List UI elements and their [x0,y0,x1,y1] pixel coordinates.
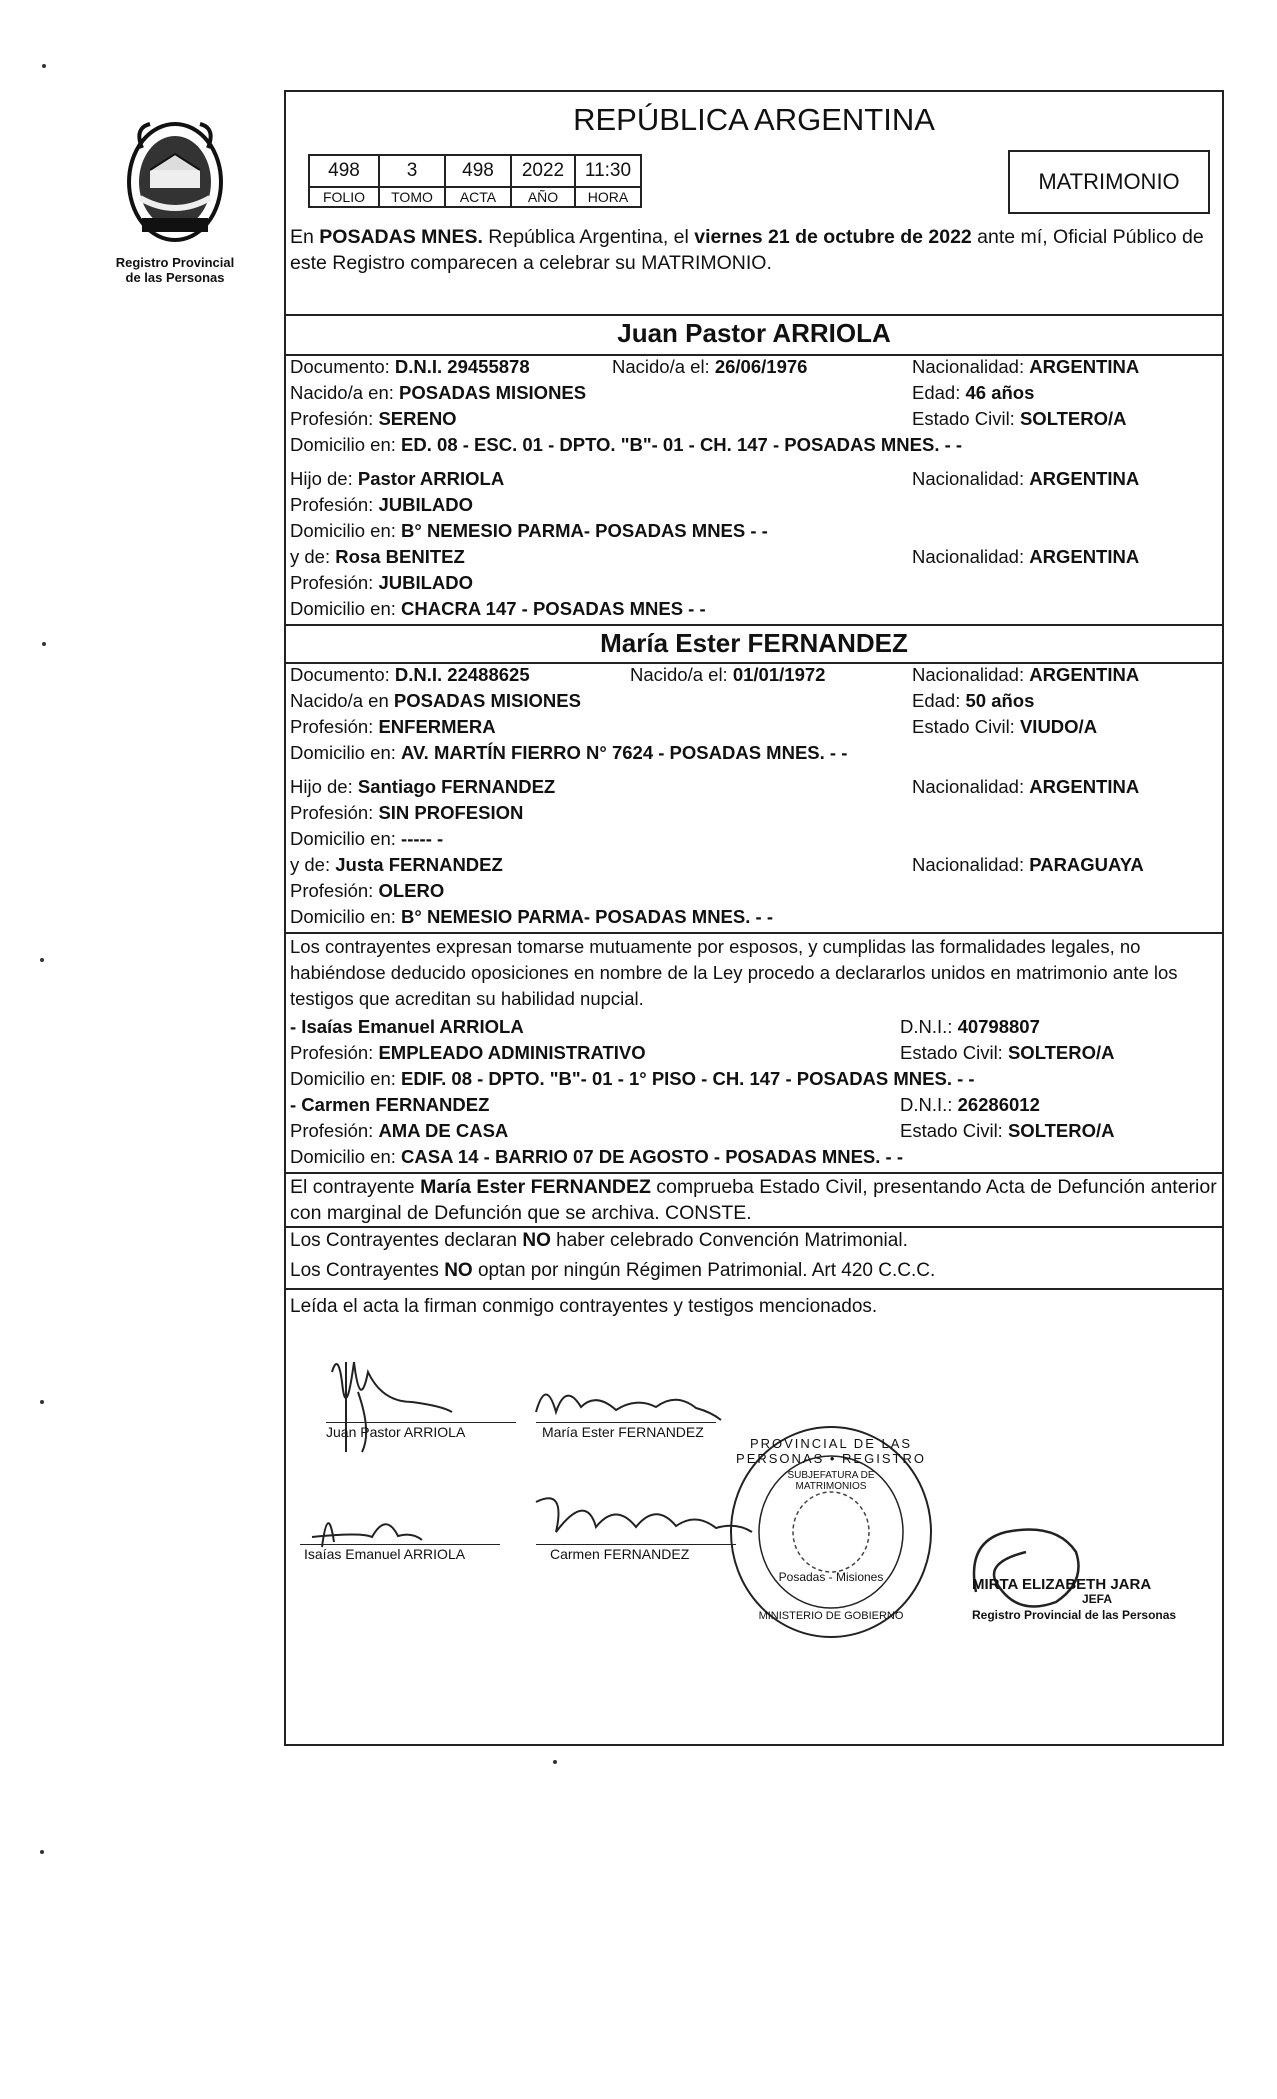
party2-mother-nat: PARAGUAYA [1029,854,1144,875]
party1-father-nat: ARGENTINA [1029,468,1140,489]
country-title: REPÚBLICA ARGENTINA [573,102,935,137]
party2-father: Santiago FERNANDEZ [357,776,556,797]
party2-name: María Ester FERNANDEZ [600,628,908,658]
party1-birthplace: POSADAS MISIONES [399,382,587,403]
party2-row-father-prof: Profesión: SIN PROFESION [290,802,524,823]
witness2-dni: 26286012 [957,1094,1040,1115]
closing-text: Leída el acta la firman conmigo contrayentes y testigos mencionados. [290,1296,878,1317]
intro-date: viernes 21 de octubre de 2022 [694,226,972,248]
party1-prof: SERENO [378,408,457,429]
party1-row-father: Hijo de: Pastor ARRIOLA Nacionalidad: ARGENTINA [290,468,1140,489]
party1-nat: ARGENTINA [1029,356,1140,377]
stamp-inner-text: SUBJEFATURA DE MATRIMONIOS [787,1470,875,1492]
party2-row-father-addr: Domicilio en: ----- - [290,828,444,849]
party1-row-birthplace: Nacido/a en: POSADAS MISIONES Edad: 46 años [290,382,1035,403]
scan-speck [42,642,46,646]
witness1-row-prof: Profesión: EMPLEADO ADMINISTRATIVO Estado Civil: SOLTERO/A [290,1042,1115,1063]
witness1-row-name: - Isaías Emanuel ARRIOLA D.N.I.: 40798807 [290,1016,1040,1037]
witness2-row-addr: Domicilio en: CASA 14 - BARRIO 07 DE AGOSTO - POSADAS MNES. - - [290,1146,904,1167]
registry-logo [110,118,240,285]
note-text: El contrayente [290,1176,421,1198]
party2-addr: AV. MARTÍN FIERRO N° 7624 - POSADAS MNES. - - [401,742,848,763]
party2-mother: Justa FERNANDEZ [335,854,503,875]
party2-mother-addr: B° NEMESIO PARMA- POSADAS MNES. - - [401,906,773,927]
witness1-addr: EDIF. 08 - DPTO. "B"- 01 - 1° PISO - CH. 147 - POSADAS MNES. - - [401,1068,975,1089]
certificate-frame [284,90,1224,1746]
note-name: María Ester FERNANDEZ [420,1176,651,1198]
convention-line1: Los Contrayentes declaran NO haber celebrado Convención Matrimonial. [290,1230,908,1251]
witness1-civil: SOLTERO/A [1007,1042,1115,1063]
party1-row-prof: Profesión: SERENO Estado Civil: SOLTERO/A [290,408,1127,429]
party1-name: Juan Pastor ARRIOLA [617,318,891,348]
registrar-name: MIRTA ELIZABETH JARA [972,1576,1152,1593]
convention-no: NO [522,1230,551,1251]
acta-label: ACTA [445,187,511,207]
regime-no: NO [444,1260,473,1281]
party2-row-mother: y de: Justa FERNANDEZ Nacionalidad: PARAGUAYA [290,854,1144,875]
party1-row-doc: Documento: D.N.I. 29455878 Nacido/a el: 26/06/1976 Nacionalidad: ARGENTINA [290,356,1140,377]
tomo-label: TOMO [379,187,445,207]
tomo-value: 3 [379,155,445,187]
party2-row-birthplace: Nacido/a en POSADAS MISIONES Edad: 50 años [290,690,1035,711]
party1-addr: ED. 08 - ESC. 01 - DPTO. "B"- 01 - CH. 147 - POSADAS MNES. - - [401,434,963,455]
party1-row-mother: y de: Rosa BENITEZ Nacionalidad: ARGENTINA [290,546,1140,567]
signature-maria [526,1372,726,1432]
intro-place: POSADAS MNES. [319,226,483,248]
logo-caption-line1: Registro Provincial [115,255,235,270]
signature-caption-isaias: Isaías Emanuel ARRIOLA [304,1546,466,1562]
signature-line [300,1544,500,1545]
party2-father-nat: ARGENTINA [1029,776,1140,797]
party2-mother-prof: OLERO [378,880,445,901]
witness1-dni: 40798807 [957,1016,1040,1037]
party2-age: 50 años [965,690,1035,711]
witness2-addr: CASA 14 - BARRIO 07 DE AGOSTO - POSADAS MNES. - - [401,1146,904,1167]
hour-label: HORA [575,187,641,207]
party1-father-prof: JUBILADO [378,494,473,515]
acta-value: 498 [445,155,511,187]
registrar-signature [956,1512,1096,1622]
party1-row-addr: Domicilio en: ED. 08 - ESC. 01 - DPTO. "B"- 01 - CH. 147 - POSADAS MNES. - - [290,434,963,455]
signature-isaias [302,1492,432,1552]
party2-born: 01/01/1972 [732,664,826,685]
signature-carmen [526,1482,756,1552]
scan-speck [40,1850,44,1854]
party2-father-addr: ----- - [401,828,444,849]
signature-line [326,1422,516,1423]
party2-row-father: Hijo de: Santiago FERNANDEZ Nacionalidad: ARGENTINA [290,776,1140,797]
party1-row-mother-addr: Domicilio en: CHACRA 147 - POSADAS MNES - - [290,598,706,619]
scan-speck [553,1760,557,1764]
witness2-prof: AMA DE CASA [378,1120,509,1141]
intro-paragraph [290,224,1218,276]
folio-value: 498 [309,155,379,187]
stamp-bottom-text: MINISTERIO DE GOBIERNO [758,1610,904,1622]
scan-speck [42,64,46,68]
folio-label: FOLIO [309,187,379,207]
year-label: AÑO [511,187,575,207]
intro-text: En [290,226,320,248]
intro-text: ante mí, Oficial Público de este Registro comparecen a celebrar su MATRIMONIO. [290,226,1204,274]
party1-mother-prof: JUBILADO [378,572,473,593]
divider [286,624,1222,626]
signature-line [536,1544,736,1545]
province-seal-icon [120,118,230,246]
witness1-prof: EMPLEADO ADMINISTRATIVO [378,1042,646,1063]
party2-civil: VIUDO/A [1019,716,1098,737]
convention-line2: Los Contrayentes NO optan por ningún Régimen Patrimonial. Art 420 C.C.C. [290,1260,936,1281]
signature-line [536,1422,716,1423]
witness2-name: - Carmen FERNANDEZ [290,1094,490,1115]
party2-father-prof: SIN PROFESION [378,802,524,823]
signature-juan [302,1342,492,1462]
party1-mother-addr: CHACRA 147 - POSADAS MNES - - [401,598,706,619]
official-stamp [726,1422,936,1642]
party1-mother-nat: ARGENTINA [1029,546,1140,567]
party2-nat: ARGENTINA [1029,664,1140,685]
party1-father: Pastor ARRIOLA [357,468,505,489]
witness2-row-prof: Profesión: AMA DE CASA Estado Civil: SOLTERO/A [290,1120,1115,1141]
party1-row-father-prof: Profesión: JUBILADO [290,494,473,515]
party1-row-father-addr: Domicilio en: B° NEMESIO PARMA- POSADAS MNES - - [290,520,768,541]
registry-table [308,154,642,208]
divider [286,1288,1222,1290]
party1-father-addr: B° NEMESIO PARMA- POSADAS MNES - - [401,520,768,541]
witness1-name: - Isaías Emanuel ARRIOLA [290,1016,524,1037]
party2-prof: ENFERMERA [378,716,496,737]
scan-speck [40,1400,44,1404]
party2-row-prof: Profesión: ENFERMERA Estado Civil: VIUDO/A [290,716,1098,737]
year-value: 2022 [511,155,575,187]
registrar-org: Registro Provincial de las Personas [972,1608,1177,1622]
witness2-civil: SOLTERO/A [1007,1120,1115,1141]
signature-caption-juan: Juan Pastor ARRIOLA [326,1424,466,1440]
note-text: comprueba Estado Civil, presentando Acta de Defunción anterior con marginal de Defunción que se archiva. CONSTE. [290,1176,1217,1224]
stamp-city: Posadas - Misiones [778,1570,884,1584]
scan-speck [40,958,44,962]
logo-caption-line2: de las Personas [125,270,225,285]
civil-state-note [290,1174,1218,1226]
registrar-role: JEFA [1082,1592,1113,1606]
party1-civil: SOLTERO/A [1019,408,1127,429]
party1-age: 46 años [965,382,1035,403]
divider [286,314,1222,316]
act-type-box: MATRIMONIO [1008,150,1210,214]
signature-caption-maria: María Ester FERNANDEZ [542,1424,704,1440]
witness2-row-name: - Carmen FERNANDEZ D.N.I.: 26286012 [290,1094,1040,1115]
stamp-ring-text: PROVINCIAL DE LAS PERSONAS • REGISTRO [736,1436,926,1466]
party2-birthplace: POSADAS MISIONES [393,690,581,711]
closing-statement [290,1294,1216,1320]
party1-mother: Rosa BENITEZ [335,546,465,567]
party2-row-doc: Documento: D.N.I. 22488625 Nacido/a el: 01/01/1972 Nacionalidad: ARGENTINA [290,664,1140,685]
witness1-row-addr: Domicilio en: EDIF. 08 - DPTO. "B"- 01 - 1° PISO - CH. 147 - POSADAS MNES. - - [290,1068,975,1089]
declaration-text: Los contrayentes expresan tomarse mutuamente por esposos, y cumplidas las formalidades legales, no habiéndose deducido oposiciones en nombre de la Ley procedo a declararlos unidos en matrimonio ante los testigos que acreditan su habilidad nupcial. [290,936,1178,1009]
party2-doc: D.N.I. 22488625 [394,664,530,685]
party2-row-mother-prof: Profesión: OLERO [290,880,445,901]
signature-caption-carmen: Carmen FERNANDEZ [550,1546,690,1562]
party1-doc: D.N.I. 29455878 [394,356,530,377]
party2-row-addr: Domicilio en: AV. MARTÍN FIERRO N° 7624 - POSADAS MNES. - - [290,742,848,763]
hour-value: 11:30 [575,155,641,187]
party2-row-mother-addr: Domicilio en: B° NEMESIO PARMA- POSADAS MNES. - - [290,906,773,927]
party1-row-mother-prof: Profesión: JUBILADO [290,572,473,593]
party1-born: 26/06/1976 [714,356,808,377]
intro-text: República Argentina, el [482,226,695,248]
